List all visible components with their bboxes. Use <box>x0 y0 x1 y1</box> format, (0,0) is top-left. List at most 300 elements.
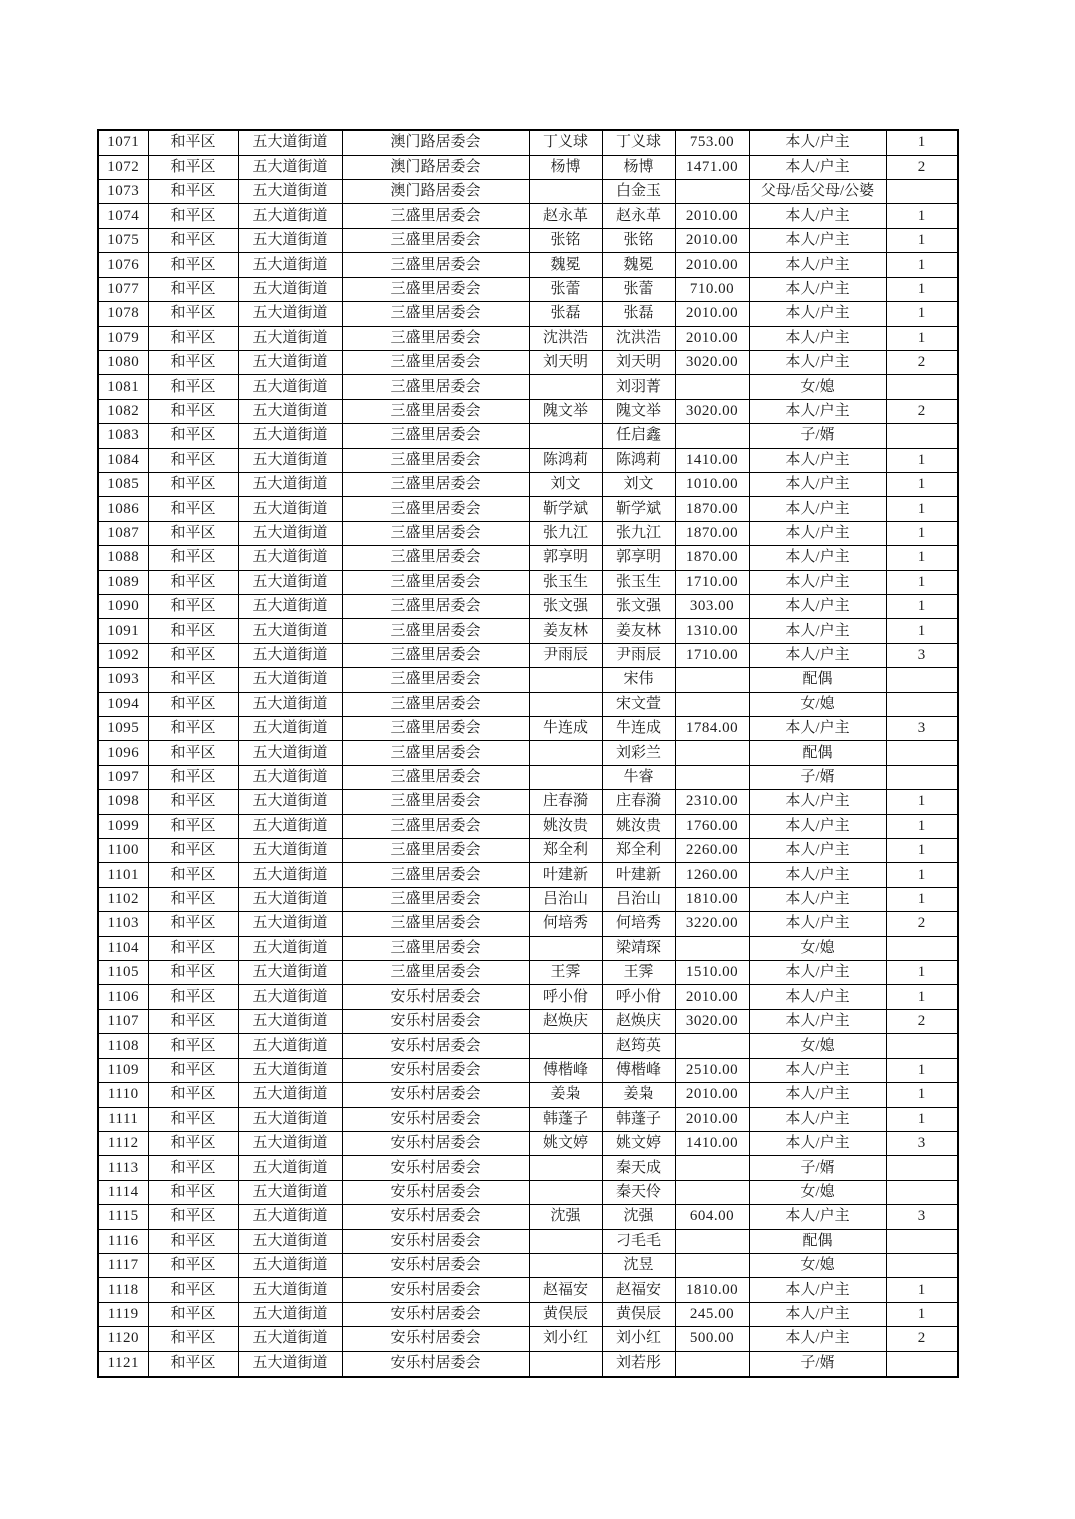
cell-id: 1072 <box>98 155 148 179</box>
table-row <box>98 668 958 692</box>
cell-committee: 三盛里居委会 <box>342 912 529 936</box>
cell-member: 刁毛毛 <box>602 1229 675 1253</box>
cell-id: 1098 <box>98 790 148 814</box>
cell-relation: 女/媳 <box>749 692 886 716</box>
cell-amount: 2010.00 <box>675 1107 749 1131</box>
table-row <box>98 741 958 765</box>
cell-member: 牛连成 <box>602 717 675 741</box>
cell-district: 和平区 <box>148 302 238 326</box>
cell-count: 1 <box>886 277 958 301</box>
cell-amount: 1784.00 <box>675 717 749 741</box>
cell-street: 五大道街道 <box>238 643 342 667</box>
cell-street: 五大道街道 <box>238 302 342 326</box>
cell-relation: 本人/户主 <box>749 643 886 667</box>
cell-count: 1 <box>886 594 958 618</box>
cell-district: 和平区 <box>148 155 238 179</box>
cell-member: 刘小红 <box>602 1327 675 1351</box>
cell-relation: 本人/户主 <box>749 1205 886 1229</box>
cell-applicant: 王霁 <box>529 961 602 985</box>
cell-street: 五大道街道 <box>238 130 342 155</box>
cell-applicant: 靳学斌 <box>529 497 602 521</box>
cell-relation: 本人/户主 <box>749 839 886 863</box>
cell-id: 1095 <box>98 717 148 741</box>
cell-amount: 500.00 <box>675 1327 749 1351</box>
cell-district: 和平区 <box>148 546 238 570</box>
cell-committee: 三盛里居委会 <box>342 399 529 423</box>
cell-count: 3 <box>886 643 958 667</box>
cell-count: 1 <box>886 253 958 277</box>
cell-street: 五大道街道 <box>238 472 342 496</box>
cell-relation: 本人/户主 <box>749 1009 886 1033</box>
cell-street: 五大道街道 <box>238 497 342 521</box>
cell-relation: 本人/户主 <box>749 155 886 179</box>
cell-relation: 本人/户主 <box>749 204 886 228</box>
cell-count: 2 <box>886 912 958 936</box>
cell-member: 梁靖琛 <box>602 936 675 960</box>
cell-id: 1104 <box>98 936 148 960</box>
cell-id: 1111 <box>98 1107 148 1131</box>
cell-member: 呼小佾 <box>602 985 675 1009</box>
cell-relation: 本人/户主 <box>749 912 886 936</box>
cell-count: 3 <box>886 717 958 741</box>
cell-committee: 三盛里居委会 <box>342 448 529 472</box>
cell-relation: 本人/户主 <box>749 130 886 155</box>
table-row <box>98 521 958 545</box>
cell-applicant: 傅楷峰 <box>529 1058 602 1082</box>
cell-relation: 女/媳 <box>749 936 886 960</box>
cell-committee: 安乐村居委会 <box>342 1302 529 1326</box>
cell-member: 张九江 <box>602 521 675 545</box>
cell-applicant: 庄春漪 <box>529 790 602 814</box>
cell-id: 1078 <box>98 302 148 326</box>
cell-relation: 本人/户主 <box>749 448 886 472</box>
cell-district: 和平区 <box>148 717 238 741</box>
cell-applicant: 张玉生 <box>529 570 602 594</box>
cell-street: 五大道街道 <box>238 936 342 960</box>
table-row <box>98 887 958 911</box>
cell-applicant: 张文强 <box>529 594 602 618</box>
cell-id: 1099 <box>98 814 148 838</box>
cell-amount <box>675 1180 749 1204</box>
cell-district: 和平区 <box>148 399 238 423</box>
cell-count: 1 <box>886 546 958 570</box>
cell-count: 1 <box>886 1302 958 1326</box>
cell-amount <box>675 668 749 692</box>
table-row <box>98 1327 958 1351</box>
cell-district: 和平区 <box>148 1034 238 1058</box>
cell-amount <box>675 424 749 448</box>
cell-id: 1083 <box>98 424 148 448</box>
cell-member: 吕治山 <box>602 887 675 911</box>
cell-count <box>886 741 958 765</box>
cell-district: 和平区 <box>148 594 238 618</box>
cell-amount: 2010.00 <box>675 302 749 326</box>
cell-street: 五大道街道 <box>238 1131 342 1155</box>
cell-street: 五大道街道 <box>238 375 342 399</box>
cell-amount: 2010.00 <box>675 985 749 1009</box>
cell-relation: 本人/户主 <box>749 717 886 741</box>
cell-street: 五大道街道 <box>238 668 342 692</box>
cell-amount <box>675 765 749 789</box>
cell-street: 五大道街道 <box>238 570 342 594</box>
cell-relation: 本人/户主 <box>749 399 886 423</box>
cell-relation: 女/媳 <box>749 1180 886 1204</box>
cell-id: 1082 <box>98 399 148 423</box>
cell-id: 1105 <box>98 961 148 985</box>
cell-member: 杨博 <box>602 155 675 179</box>
cell-id: 1112 <box>98 1131 148 1155</box>
cell-count: 3 <box>886 1205 958 1229</box>
cell-member: 靳学斌 <box>602 497 675 521</box>
cell-district: 和平区 <box>148 985 238 1009</box>
cell-id: 1081 <box>98 375 148 399</box>
table-row <box>98 643 958 667</box>
cell-member: 张铭 <box>602 228 675 252</box>
cell-id: 1073 <box>98 180 148 204</box>
cell-id: 1113 <box>98 1156 148 1180</box>
table-row <box>98 1180 958 1204</box>
cell-count: 1 <box>886 839 958 863</box>
cell-relation: 本人/户主 <box>749 472 886 496</box>
cell-id: 1075 <box>98 228 148 252</box>
table-row <box>98 326 958 350</box>
cell-district: 和平区 <box>148 936 238 960</box>
table-row <box>98 790 958 814</box>
cell-committee: 三盛里居委会 <box>342 204 529 228</box>
cell-amount: 1471.00 <box>675 155 749 179</box>
cell-id: 1092 <box>98 643 148 667</box>
cell-amount: 1760.00 <box>675 814 749 838</box>
cell-committee: 三盛里居委会 <box>342 594 529 618</box>
table-row <box>98 375 958 399</box>
cell-committee: 三盛里居委会 <box>342 546 529 570</box>
cell-applicant <box>529 1253 602 1277</box>
table-row <box>98 1034 958 1058</box>
cell-committee: 三盛里居委会 <box>342 668 529 692</box>
cell-committee: 三盛里居委会 <box>342 570 529 594</box>
cell-committee: 三盛里居委会 <box>342 277 529 301</box>
cell-id: 1089 <box>98 570 148 594</box>
cell-count <box>886 1351 958 1377</box>
cell-district: 和平区 <box>148 790 238 814</box>
cell-committee: 三盛里居委会 <box>342 692 529 716</box>
cell-applicant: 张磊 <box>529 302 602 326</box>
cell-relation: 女/媳 <box>749 1034 886 1058</box>
cell-committee: 安乐村居委会 <box>342 1034 529 1058</box>
cell-relation: 配偶 <box>749 668 886 692</box>
cell-street: 五大道街道 <box>238 912 342 936</box>
cell-street: 五大道街道 <box>238 594 342 618</box>
cell-member: 黄俣辰 <box>602 1302 675 1326</box>
cell-district: 和平区 <box>148 839 238 863</box>
cell-district: 和平区 <box>148 130 238 155</box>
cell-member: 赵永革 <box>602 204 675 228</box>
cell-amount: 3020.00 <box>675 1009 749 1033</box>
cell-count: 1 <box>886 1107 958 1131</box>
cell-committee: 安乐村居委会 <box>342 1253 529 1277</box>
cell-street: 五大道街道 <box>238 1107 342 1131</box>
cell-amount: 2010.00 <box>675 204 749 228</box>
cell-street: 五大道街道 <box>238 326 342 350</box>
cell-committee: 安乐村居委会 <box>342 1327 529 1351</box>
cell-street: 五大道街道 <box>238 1034 342 1058</box>
cell-id: 1107 <box>98 1009 148 1033</box>
cell-applicant <box>529 1351 602 1377</box>
table-row <box>98 399 958 423</box>
table-row <box>98 155 958 179</box>
cell-street: 五大道街道 <box>238 839 342 863</box>
cell-member: 沈昱 <box>602 1253 675 1277</box>
cell-id: 1088 <box>98 546 148 570</box>
cell-relation: 配偶 <box>749 741 886 765</box>
cell-committee: 三盛里居委会 <box>342 350 529 374</box>
cell-applicant: 赵永革 <box>529 204 602 228</box>
table-row <box>98 180 958 204</box>
cell-district: 和平区 <box>148 692 238 716</box>
cell-committee: 安乐村居委会 <box>342 1180 529 1204</box>
cell-street: 五大道街道 <box>238 1302 342 1326</box>
cell-relation: 配偶 <box>749 1229 886 1253</box>
cell-applicant: 隗文举 <box>529 399 602 423</box>
table-row <box>98 448 958 472</box>
cell-id: 1080 <box>98 350 148 374</box>
cell-member: 姚汝贵 <box>602 814 675 838</box>
cell-id: 1115 <box>98 1205 148 1229</box>
cell-member: 赵焕庆 <box>602 1009 675 1033</box>
cell-relation: 本人/户主 <box>749 521 886 545</box>
cell-amount: 604.00 <box>675 1205 749 1229</box>
cell-street: 五大道街道 <box>238 765 342 789</box>
cell-committee: 三盛里居委会 <box>342 790 529 814</box>
cell-count: 1 <box>886 1278 958 1302</box>
cell-applicant <box>529 668 602 692</box>
cell-committee: 澳门路居委会 <box>342 180 529 204</box>
cell-committee: 安乐村居委会 <box>342 1229 529 1253</box>
cell-count: 1 <box>886 570 958 594</box>
cell-district: 和平区 <box>148 1229 238 1253</box>
cell-amount: 3020.00 <box>675 399 749 423</box>
cell-relation: 子/婿 <box>749 1156 886 1180</box>
cell-district: 和平区 <box>148 204 238 228</box>
cell-district: 和平区 <box>148 1253 238 1277</box>
cell-count: 1 <box>886 228 958 252</box>
cell-member: 秦天伶 <box>602 1180 675 1204</box>
cell-member: 张玉生 <box>602 570 675 594</box>
cell-district: 和平区 <box>148 350 238 374</box>
cell-committee: 三盛里居委会 <box>342 497 529 521</box>
cell-amount: 1010.00 <box>675 472 749 496</box>
cell-count: 1 <box>886 302 958 326</box>
cell-district: 和平区 <box>148 741 238 765</box>
cell-street: 五大道街道 <box>238 448 342 472</box>
cell-district: 和平区 <box>148 521 238 545</box>
cell-committee: 三盛里居委会 <box>342 619 529 643</box>
cell-district: 和平区 <box>148 961 238 985</box>
cell-amount: 1310.00 <box>675 619 749 643</box>
cell-amount: 1810.00 <box>675 887 749 911</box>
cell-relation: 本人/户主 <box>749 1327 886 1351</box>
cell-id: 1114 <box>98 1180 148 1204</box>
cell-district: 和平区 <box>148 1083 238 1107</box>
cell-committee: 三盛里居委会 <box>342 253 529 277</box>
table-row <box>98 472 958 496</box>
cell-count: 2 <box>886 1009 958 1033</box>
cell-count: 1 <box>886 619 958 643</box>
cell-committee: 三盛里居委会 <box>342 863 529 887</box>
cell-district: 和平区 <box>148 253 238 277</box>
cell-applicant: 赵焕庆 <box>529 1009 602 1033</box>
cell-member: 傅楷峰 <box>602 1058 675 1082</box>
cell-count: 1 <box>886 472 958 496</box>
cell-member: 白金玉 <box>602 180 675 204</box>
table-row <box>98 1058 958 1082</box>
cell-district: 和平区 <box>148 1180 238 1204</box>
cell-amount: 1870.00 <box>675 546 749 570</box>
cell-applicant: 陈鸿莉 <box>529 448 602 472</box>
table-row <box>98 497 958 521</box>
table-row <box>98 985 958 1009</box>
cell-relation: 本人/户主 <box>749 1278 886 1302</box>
cell-amount <box>675 1156 749 1180</box>
table-row <box>98 814 958 838</box>
table-row <box>98 961 958 985</box>
cell-street: 五大道街道 <box>238 887 342 911</box>
table-row <box>98 936 958 960</box>
cell-id: 1077 <box>98 277 148 301</box>
cell-committee: 三盛里居委会 <box>342 521 529 545</box>
cell-id: 1086 <box>98 497 148 521</box>
cell-amount: 1870.00 <box>675 497 749 521</box>
cell-committee: 安乐村居委会 <box>342 1009 529 1033</box>
table-row <box>98 277 958 301</box>
cell-street: 五大道街道 <box>238 1351 342 1377</box>
cell-member: 刘文 <box>602 472 675 496</box>
cell-committee: 三盛里居委会 <box>342 814 529 838</box>
table-row <box>98 1156 958 1180</box>
cell-count <box>886 1229 958 1253</box>
cell-count: 1 <box>886 497 958 521</box>
cell-count: 3 <box>886 1131 958 1155</box>
cell-amount <box>675 1253 749 1277</box>
table-row <box>98 594 958 618</box>
cell-id: 1093 <box>98 668 148 692</box>
cell-applicant: 赵福安 <box>529 1278 602 1302</box>
cell-id: 1119 <box>98 1302 148 1326</box>
table-row <box>98 1009 958 1033</box>
cell-district: 和平区 <box>148 1205 238 1229</box>
cell-count: 1 <box>886 130 958 155</box>
table-row <box>98 839 958 863</box>
cell-relation: 子/婿 <box>749 765 886 789</box>
table-body <box>98 130 958 1377</box>
cell-street: 五大道街道 <box>238 1156 342 1180</box>
cell-amount: 1710.00 <box>675 570 749 594</box>
cell-applicant: 郭享明 <box>529 546 602 570</box>
cell-count: 1 <box>886 448 958 472</box>
cell-amount: 753.00 <box>675 130 749 155</box>
cell-amount: 2260.00 <box>675 839 749 863</box>
cell-member: 韩蓬子 <box>602 1107 675 1131</box>
cell-district: 和平区 <box>148 448 238 472</box>
cell-applicant: 郑全利 <box>529 839 602 863</box>
cell-committee: 三盛里居委会 <box>342 936 529 960</box>
cell-relation: 本人/户主 <box>749 302 886 326</box>
cell-committee: 安乐村居委会 <box>342 1351 529 1377</box>
cell-district: 和平区 <box>148 619 238 643</box>
cell-applicant <box>529 1180 602 1204</box>
table-row <box>98 424 958 448</box>
cell-count <box>886 1180 958 1204</box>
cell-amount: 245.00 <box>675 1302 749 1326</box>
cell-amount: 1810.00 <box>675 1278 749 1302</box>
table-row <box>98 130 958 155</box>
cell-relation: 本人/户主 <box>749 594 886 618</box>
cell-committee: 三盛里居委会 <box>342 741 529 765</box>
cell-member: 尹雨辰 <box>602 643 675 667</box>
cell-committee: 澳门路居委会 <box>342 130 529 155</box>
cell-member: 姜枭 <box>602 1083 675 1107</box>
cell-count <box>886 1156 958 1180</box>
cell-district: 和平区 <box>148 814 238 838</box>
cell-count <box>886 692 958 716</box>
cell-applicant: 呼小佾 <box>529 985 602 1009</box>
cell-amount: 2010.00 <box>675 228 749 252</box>
cell-applicant: 吕治山 <box>529 887 602 911</box>
cell-amount: 1710.00 <box>675 643 749 667</box>
cell-applicant: 丁义球 <box>529 130 602 155</box>
cell-id: 1121 <box>98 1351 148 1377</box>
table-row <box>98 1253 958 1277</box>
cell-applicant <box>529 1034 602 1058</box>
cell-district: 和平区 <box>148 1302 238 1326</box>
cell-count <box>886 936 958 960</box>
cell-member: 陈鸿莉 <box>602 448 675 472</box>
table-row <box>98 717 958 741</box>
cell-street: 五大道街道 <box>238 717 342 741</box>
cell-member: 宋伟 <box>602 668 675 692</box>
cell-relation: 子/婿 <box>749 1351 886 1377</box>
cell-street: 五大道街道 <box>238 985 342 1009</box>
cell-member: 丁义球 <box>602 130 675 155</box>
cell-member: 赵筠英 <box>602 1034 675 1058</box>
cell-id: 1102 <box>98 887 148 911</box>
cell-id: 1116 <box>98 1229 148 1253</box>
cell-amount: 2510.00 <box>675 1058 749 1082</box>
cell-amount <box>675 692 749 716</box>
cell-street: 五大道街道 <box>238 1205 342 1229</box>
cell-street: 五大道街道 <box>238 155 342 179</box>
cell-member: 宋文萱 <box>602 692 675 716</box>
table-row <box>98 350 958 374</box>
cell-street: 五大道街道 <box>238 1009 342 1033</box>
cell-amount: 1870.00 <box>675 521 749 545</box>
cell-committee: 安乐村居委会 <box>342 985 529 1009</box>
cell-street: 五大道街道 <box>238 1180 342 1204</box>
cell-district: 和平区 <box>148 1131 238 1155</box>
cell-member: 叶建新 <box>602 863 675 887</box>
cell-committee: 三盛里居委会 <box>342 765 529 789</box>
cell-count: 1 <box>886 1083 958 1107</box>
cell-member: 魏冕 <box>602 253 675 277</box>
cell-committee: 安乐村居委会 <box>342 1107 529 1131</box>
cell-district: 和平区 <box>148 912 238 936</box>
cell-relation: 本人/户主 <box>749 814 886 838</box>
table-row <box>98 204 958 228</box>
cell-street: 五大道街道 <box>238 424 342 448</box>
cell-amount: 303.00 <box>675 594 749 618</box>
cell-relation: 本人/户主 <box>749 546 886 570</box>
cell-amount <box>675 936 749 960</box>
